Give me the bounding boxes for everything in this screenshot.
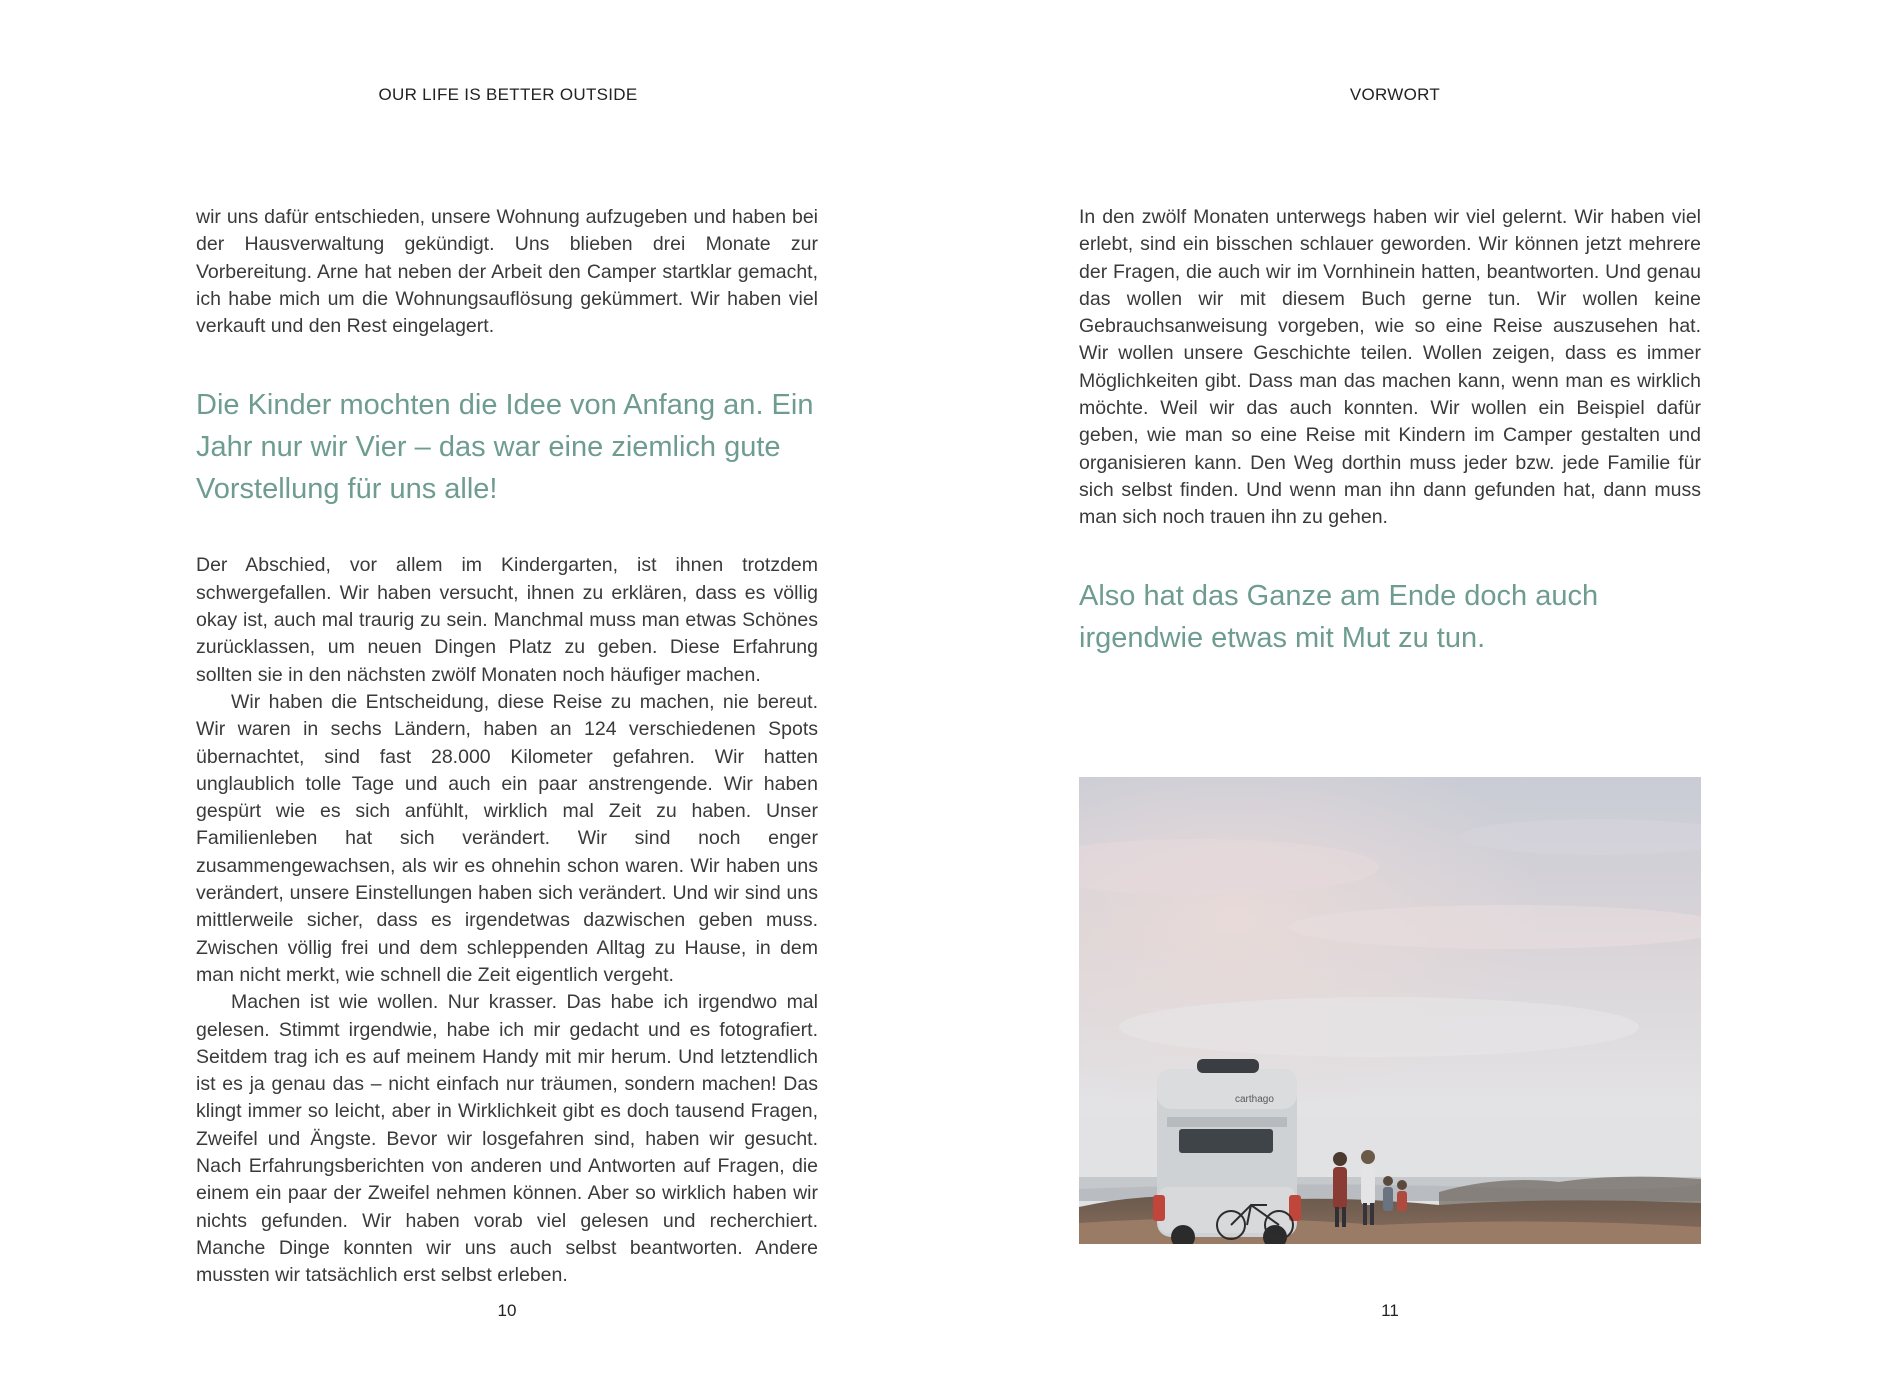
body-paragraph-3: Machen ist wie wollen. Nur krasser. Das habe ich irgendwo mal gelesen. Stimmt irgendwie, habe ich mir gedacht und es fotografiert. Seitdem trag ich es auf meinem Handy mit mir herum. Und letztendlich ist es ja genau das – nicht einfach nur träumen, sondern machen! Das klingt immer so leicht, aber in Wirklichkeit gibt es doch tausend Fragen, Zweifel und Ängste. Bevor wir losgefahren sind, haben wir gesucht. Nach Erfahrungsberichten von anderen und Antworten auf Fragen, die einem ein paar der Zweifel nehmen können. Aber so wirklich haben wir nichts gefunden. Wir haben vorab viel gelesen und recherchiert. Manche Dinge konnten wir uns auch selbst beantworten. Andere mussten wir tatsächlich erst selbst erleben. <box>196 991 818 1287</box>
page-number-right: 11 <box>1381 1301 1399 1320</box>
pullquote-right: Also hat das Ganze am Ende doch auch irgendwie etwas mit Mut zu tun. <box>1079 579 1599 654</box>
camper-family-photo <box>1079 777 1701 1244</box>
camper-van-shape <box>1153 1059 1301 1244</box>
body-paragraph-1: Der Abschied, vor allem im Kindergarten, ist ihnen trotzdem schwergefallen. Wir haben versucht, ihnen zu erklären, dass es völlig okay ist, auch mal traurig zu sein. Manchmal muss man etwas Schönes zurücklassen, um neuen Dingen Platz zu geben. Diese Erfahrung sollten sie in den nächsten zwölf Monaten noch häufiger machen. <box>196 554 818 686</box>
camper-brand-text: carthago <box>1235 1094 1274 1105</box>
pullquote-left: Die Kinder mochten die Idee von Anfang an. Ein Jahr nur wir Vier – das war eine ziemlich gute Vorstellung für uns alle! <box>196 389 814 506</box>
left-text-column <box>196 204 818 1290</box>
body-paragraph-intro: wir uns dafür entschieden, unsere Wohnung aufzugeben und haben bei der Hausverwaltung gekündigt. Uns blieben drei Monate zur Vorbereitung. Arne hat neben der Arbeit den Camper startklar gemacht, ich habe mich um die Wohnungsauflösung gekümmert. Wir haben viel verkauft und den Rest eingelagert. <box>196 206 818 338</box>
body-paragraph-2: Wir haben die Entscheidung, diese Reise zu machen, nie bereut. Wir waren in sechs Ländern, haben an 124 verschiedenen Spots übernachtet, sind fast 28.000 Kilometer gefahren. Wir hatten unglaublich tolle Tage und auch ein paar anstrengende. Wir haben gespürt wie es sich anfühlt, wirklich mal Zeit zu haben. Unser Familienleben hat sich verändert. Wir sind noch enger zusammengewachsen, als wir es ohnehin schon waren. Wir haben uns verändert, unsere Einstellungen haben sich verändert. Und wir sind uns mittlerweile sicher, dass es irgendetwas dazwischen geben muss. Zwischen völlig frei und dem schleppenden Alltag zu Hause, in dem man nicht merkt, wie schnell die Zeit eigentlich vergeht. <box>196 690 818 986</box>
right-page <box>945 0 1890 1388</box>
running-head-left: OUR LIFE IS BETTER OUTSIDE <box>378 85 638 104</box>
page-number-left: 10 <box>497 1301 517 1320</box>
running-head-right: VORWORT <box>1349 85 1441 104</box>
right-text-column <box>1079 204 1701 701</box>
photo-illustration <box>1079 777 1701 1244</box>
body-paragraph-right: In den zwölf Monaten unterwegs haben wir viel gelernt. Wir haben viel erlebt, sind ein bisschen schlauer geworden. Wir können jetzt mehrere der Fragen, die auch wir im Vornhinein hatten, beantworten. Und genau das wollen wir mit diesem Buch gerne tun. Wir wollen keine Gebrauchsanweisung vorgeben, wie so eine Reise auszusehen hat. Wir wollen unsere Geschichte teilen. Wollen zeigen, dass es immer Möglichkeiten gibt. Dass man das machen kann, wenn man es wirklich möchte. Weil wir das auch konnten. Wir wollen ein Beispiel dafür geben, wie man so eine Reise mit Kindern im Camper gestalten und organisieren kann. Den Weg dorthin muss jeder bzw. jede Familie für sich selbst finden. Und wenn man ihn dann gefunden hat, dann muss man sich noch trauen ihn zu gehen. <box>1079 206 1701 529</box>
